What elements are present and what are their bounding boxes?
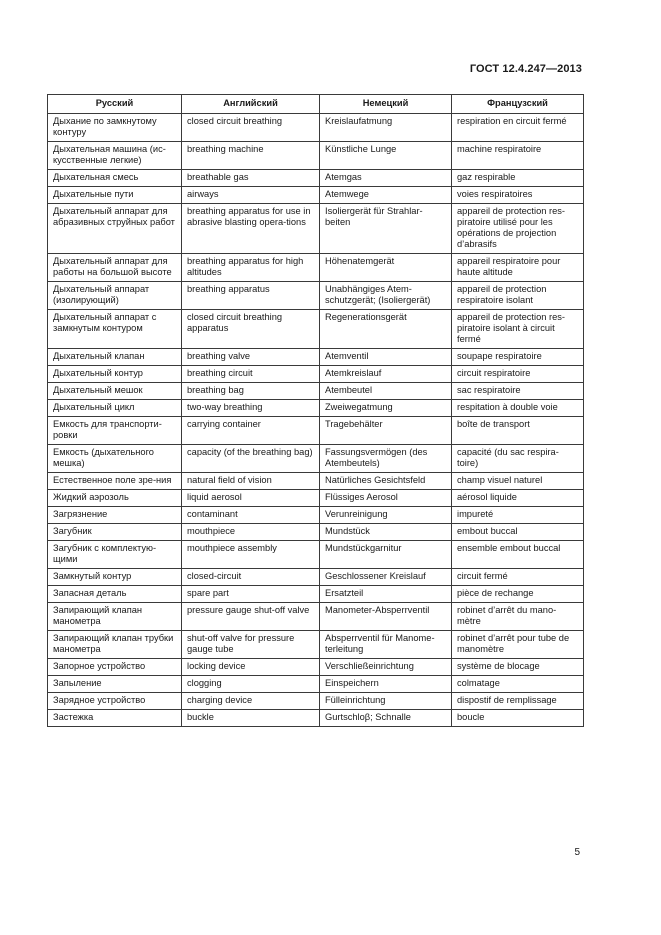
cell-english: mouthpiece — [182, 524, 320, 541]
table-row — [48, 445, 584, 473]
column-header-russian: Русский — [48, 95, 182, 114]
cell-russian: Дыхательный цикл — [48, 400, 182, 417]
cell-russian: Запасная деталь — [48, 586, 182, 603]
table-row — [48, 490, 584, 507]
cell-english: closed circuit breathing apparatus — [182, 310, 320, 349]
cell-french: machine respiratoire — [452, 142, 584, 170]
cell-german: Manometer-Absperrventil — [320, 603, 452, 631]
table-row — [48, 310, 584, 349]
cell-german: Tragebehälter — [320, 417, 452, 445]
table-row — [48, 254, 584, 282]
table-row — [48, 282, 584, 310]
cell-russian: Зарядное устройство — [48, 693, 182, 710]
cell-french: pièce de rechange — [452, 586, 584, 603]
cell-german: Isoliergerät für Strahlar-beiten — [320, 204, 452, 254]
cell-russian: Дыхание по замкнутому контуру — [48, 114, 182, 142]
cell-german: Gurtschloβ; Schnalle — [320, 710, 452, 727]
cell-russian: Запирающий клапан трубки манометра — [48, 631, 182, 659]
cell-russian: Естественное поле зре-ния — [48, 473, 182, 490]
document-code: ГОСТ 12.4.247—2013 — [469, 63, 582, 75]
cell-french: embout buccal — [452, 524, 584, 541]
cell-german: Höhenatemgerät — [320, 254, 452, 282]
table-row — [48, 142, 584, 170]
cell-french: capacité (du sac respira-toire) — [452, 445, 584, 473]
table-row — [48, 507, 584, 524]
cell-french: circuit respiratoire — [452, 366, 584, 383]
cell-french: dispostif de remplissage — [452, 693, 584, 710]
table-row — [48, 693, 584, 710]
cell-russian: Дыхательный клапан — [48, 349, 182, 366]
table-row — [48, 366, 584, 383]
table-row — [48, 676, 584, 693]
cell-english: breathing bag — [182, 383, 320, 400]
cell-russian: Емкость для транспорти-ровки — [48, 417, 182, 445]
cell-english: spare part — [182, 586, 320, 603]
page-number: 5 — [574, 847, 580, 858]
cell-russian: Загубник с комплектую-щими — [48, 541, 182, 569]
cell-russian: Дыхательные пути — [48, 187, 182, 204]
cell-french: voies respiratoires — [452, 187, 584, 204]
cell-german: Absperrventil für Manome-terleitung — [320, 631, 452, 659]
cell-english: locking device — [182, 659, 320, 676]
column-header-german: Немецкий — [320, 95, 452, 114]
cell-english: natural field of vision — [182, 473, 320, 490]
cell-german: Einspeichern — [320, 676, 452, 693]
cell-french: aérosol liquide — [452, 490, 584, 507]
cell-russian: Загрязнение — [48, 507, 182, 524]
cell-german: Mundstück — [320, 524, 452, 541]
cell-english: liquid aerosol — [182, 490, 320, 507]
table-row — [48, 400, 584, 417]
cell-russian: Емкость (дыхательного мешка) — [48, 445, 182, 473]
table-row — [48, 631, 584, 659]
cell-russian: Дыхательный контур — [48, 366, 182, 383]
cell-german: Fülleinrichtung — [320, 693, 452, 710]
cell-german: Regenerationsgerät — [320, 310, 452, 349]
cell-german: Zweiwegatmung — [320, 400, 452, 417]
cell-french: respitation à double voie — [452, 400, 584, 417]
cell-french: appareil de protection respiratoire isolant — [452, 282, 584, 310]
cell-russian: Дыхательный аппарат (изолирующий) — [48, 282, 182, 310]
cell-german: Atemgas — [320, 170, 452, 187]
table-row — [48, 417, 584, 445]
cell-english: charging device — [182, 693, 320, 710]
table-row — [48, 114, 584, 142]
cell-german: Atemventil — [320, 349, 452, 366]
cell-russian: Застежка — [48, 710, 182, 727]
table-row — [48, 524, 584, 541]
cell-german: Flüssiges Aerosol — [320, 490, 452, 507]
cell-french: robinet d’arrêt pour tube de manomètre — [452, 631, 584, 659]
cell-russian: Запирающий клапан манометра — [48, 603, 182, 631]
column-header-french: Французский — [452, 95, 584, 114]
column-header-english: Английский — [182, 95, 320, 114]
cell-german: Mundstückgarnitur — [320, 541, 452, 569]
cell-german: Fassungsvermögen (des Atembeutels) — [320, 445, 452, 473]
table-row — [48, 586, 584, 603]
cell-french: ensemble embout buccal — [452, 541, 584, 569]
cell-french: boîte de transport — [452, 417, 584, 445]
cell-german: Atemwege — [320, 187, 452, 204]
cell-german: Unabhängiges Atem-schutzgerät; (Isoliergerät) — [320, 282, 452, 310]
table-row — [48, 204, 584, 254]
cell-french: sac respiratoire — [452, 383, 584, 400]
cell-english: clogging — [182, 676, 320, 693]
cell-french: colmatage — [452, 676, 584, 693]
cell-german: Künstliche Lunge — [320, 142, 452, 170]
cell-english: two-way breathing — [182, 400, 320, 417]
table-row — [48, 187, 584, 204]
table-row — [48, 170, 584, 187]
cell-french: circuit fermé — [452, 569, 584, 586]
cell-german: Atemkreislauf — [320, 366, 452, 383]
cell-english: mouthpiece assembly — [182, 541, 320, 569]
cell-russian: Загубник — [48, 524, 182, 541]
cell-german: Kreislaufatmung — [320, 114, 452, 142]
cell-english: breathing apparatus for use in abrasive blasting opera-tions — [182, 204, 320, 254]
cell-french: système de blocage — [452, 659, 584, 676]
cell-russian: Дыхательный аппарат с замкнутым контуром — [48, 310, 182, 349]
cell-english: breathable gas — [182, 170, 320, 187]
cell-german: Verschließeinrichtung — [320, 659, 452, 676]
cell-english: buckle — [182, 710, 320, 727]
cell-french: appareil de protection res-piratoire isolant à circuit fermé — [452, 310, 584, 349]
cell-english: capacity (of the breathing bag) — [182, 445, 320, 473]
cell-german: Atembeutel — [320, 383, 452, 400]
cell-russian: Дыхательный аппарат для абразивных струйных работ — [48, 204, 182, 254]
cell-german: Natürliches Gesichtsfeld — [320, 473, 452, 490]
table-row — [48, 383, 584, 400]
cell-english: breathing apparatus for high altitudes — [182, 254, 320, 282]
cell-russian: Дыхательный мешок — [48, 383, 182, 400]
cell-russian: Дыхательный аппарат для работы на большой высоте — [48, 254, 182, 282]
cell-russian: Запыление — [48, 676, 182, 693]
cell-russian: Запорное устройство — [48, 659, 182, 676]
cell-english: closed-circuit — [182, 569, 320, 586]
cell-russian: Жидкий аэрозоль — [48, 490, 182, 507]
cell-french: soupape respiratoire — [452, 349, 584, 366]
cell-german: Ersatzteil — [320, 586, 452, 603]
cell-french: gaz respirable — [452, 170, 584, 187]
cell-english: shut-off valve for pressure gauge tube — [182, 631, 320, 659]
table-row — [48, 659, 584, 676]
cell-english: breathing circuit — [182, 366, 320, 383]
cell-english: pressure gauge shut-off valve — [182, 603, 320, 631]
table-row — [48, 710, 584, 727]
cell-english: breathing apparatus — [182, 282, 320, 310]
table-row — [48, 569, 584, 586]
cell-french: respiration en circuit fermé — [452, 114, 584, 142]
cell-french: champ visuel naturel — [452, 473, 584, 490]
cell-english: breathing machine — [182, 142, 320, 170]
cell-french: robinet d’arrêt du mano-mètre — [452, 603, 584, 631]
cell-english: carrying container — [182, 417, 320, 445]
cell-french: boucle — [452, 710, 584, 727]
table-row — [48, 349, 584, 366]
cell-russian: Дыхательная смесь — [48, 170, 182, 187]
cell-french: appareil de protection res-piratoire utilisé pour les opérations de projection d’abrasifs — [452, 204, 584, 254]
table-header-row — [48, 95, 584, 114]
table-row — [48, 541, 584, 569]
cell-english: contaminant — [182, 507, 320, 524]
cell-french: appareil respiratoire pour haute altitude — [452, 254, 584, 282]
cell-russian: Дыхательная машина (ис-кусственные легкие) — [48, 142, 182, 170]
cell-german: Verunreinigung — [320, 507, 452, 524]
cell-russian: Замкнутый контур — [48, 569, 182, 586]
cell-english: airways — [182, 187, 320, 204]
cell-english: closed circuit breathing — [182, 114, 320, 142]
cell-english: breathing valve — [182, 349, 320, 366]
terminology-table — [47, 94, 584, 727]
table-body — [48, 114, 584, 727]
table-row — [48, 603, 584, 631]
cell-german: Geschlossener Kreislauf — [320, 569, 452, 586]
cell-french: impureté — [452, 507, 584, 524]
table-row — [48, 473, 584, 490]
